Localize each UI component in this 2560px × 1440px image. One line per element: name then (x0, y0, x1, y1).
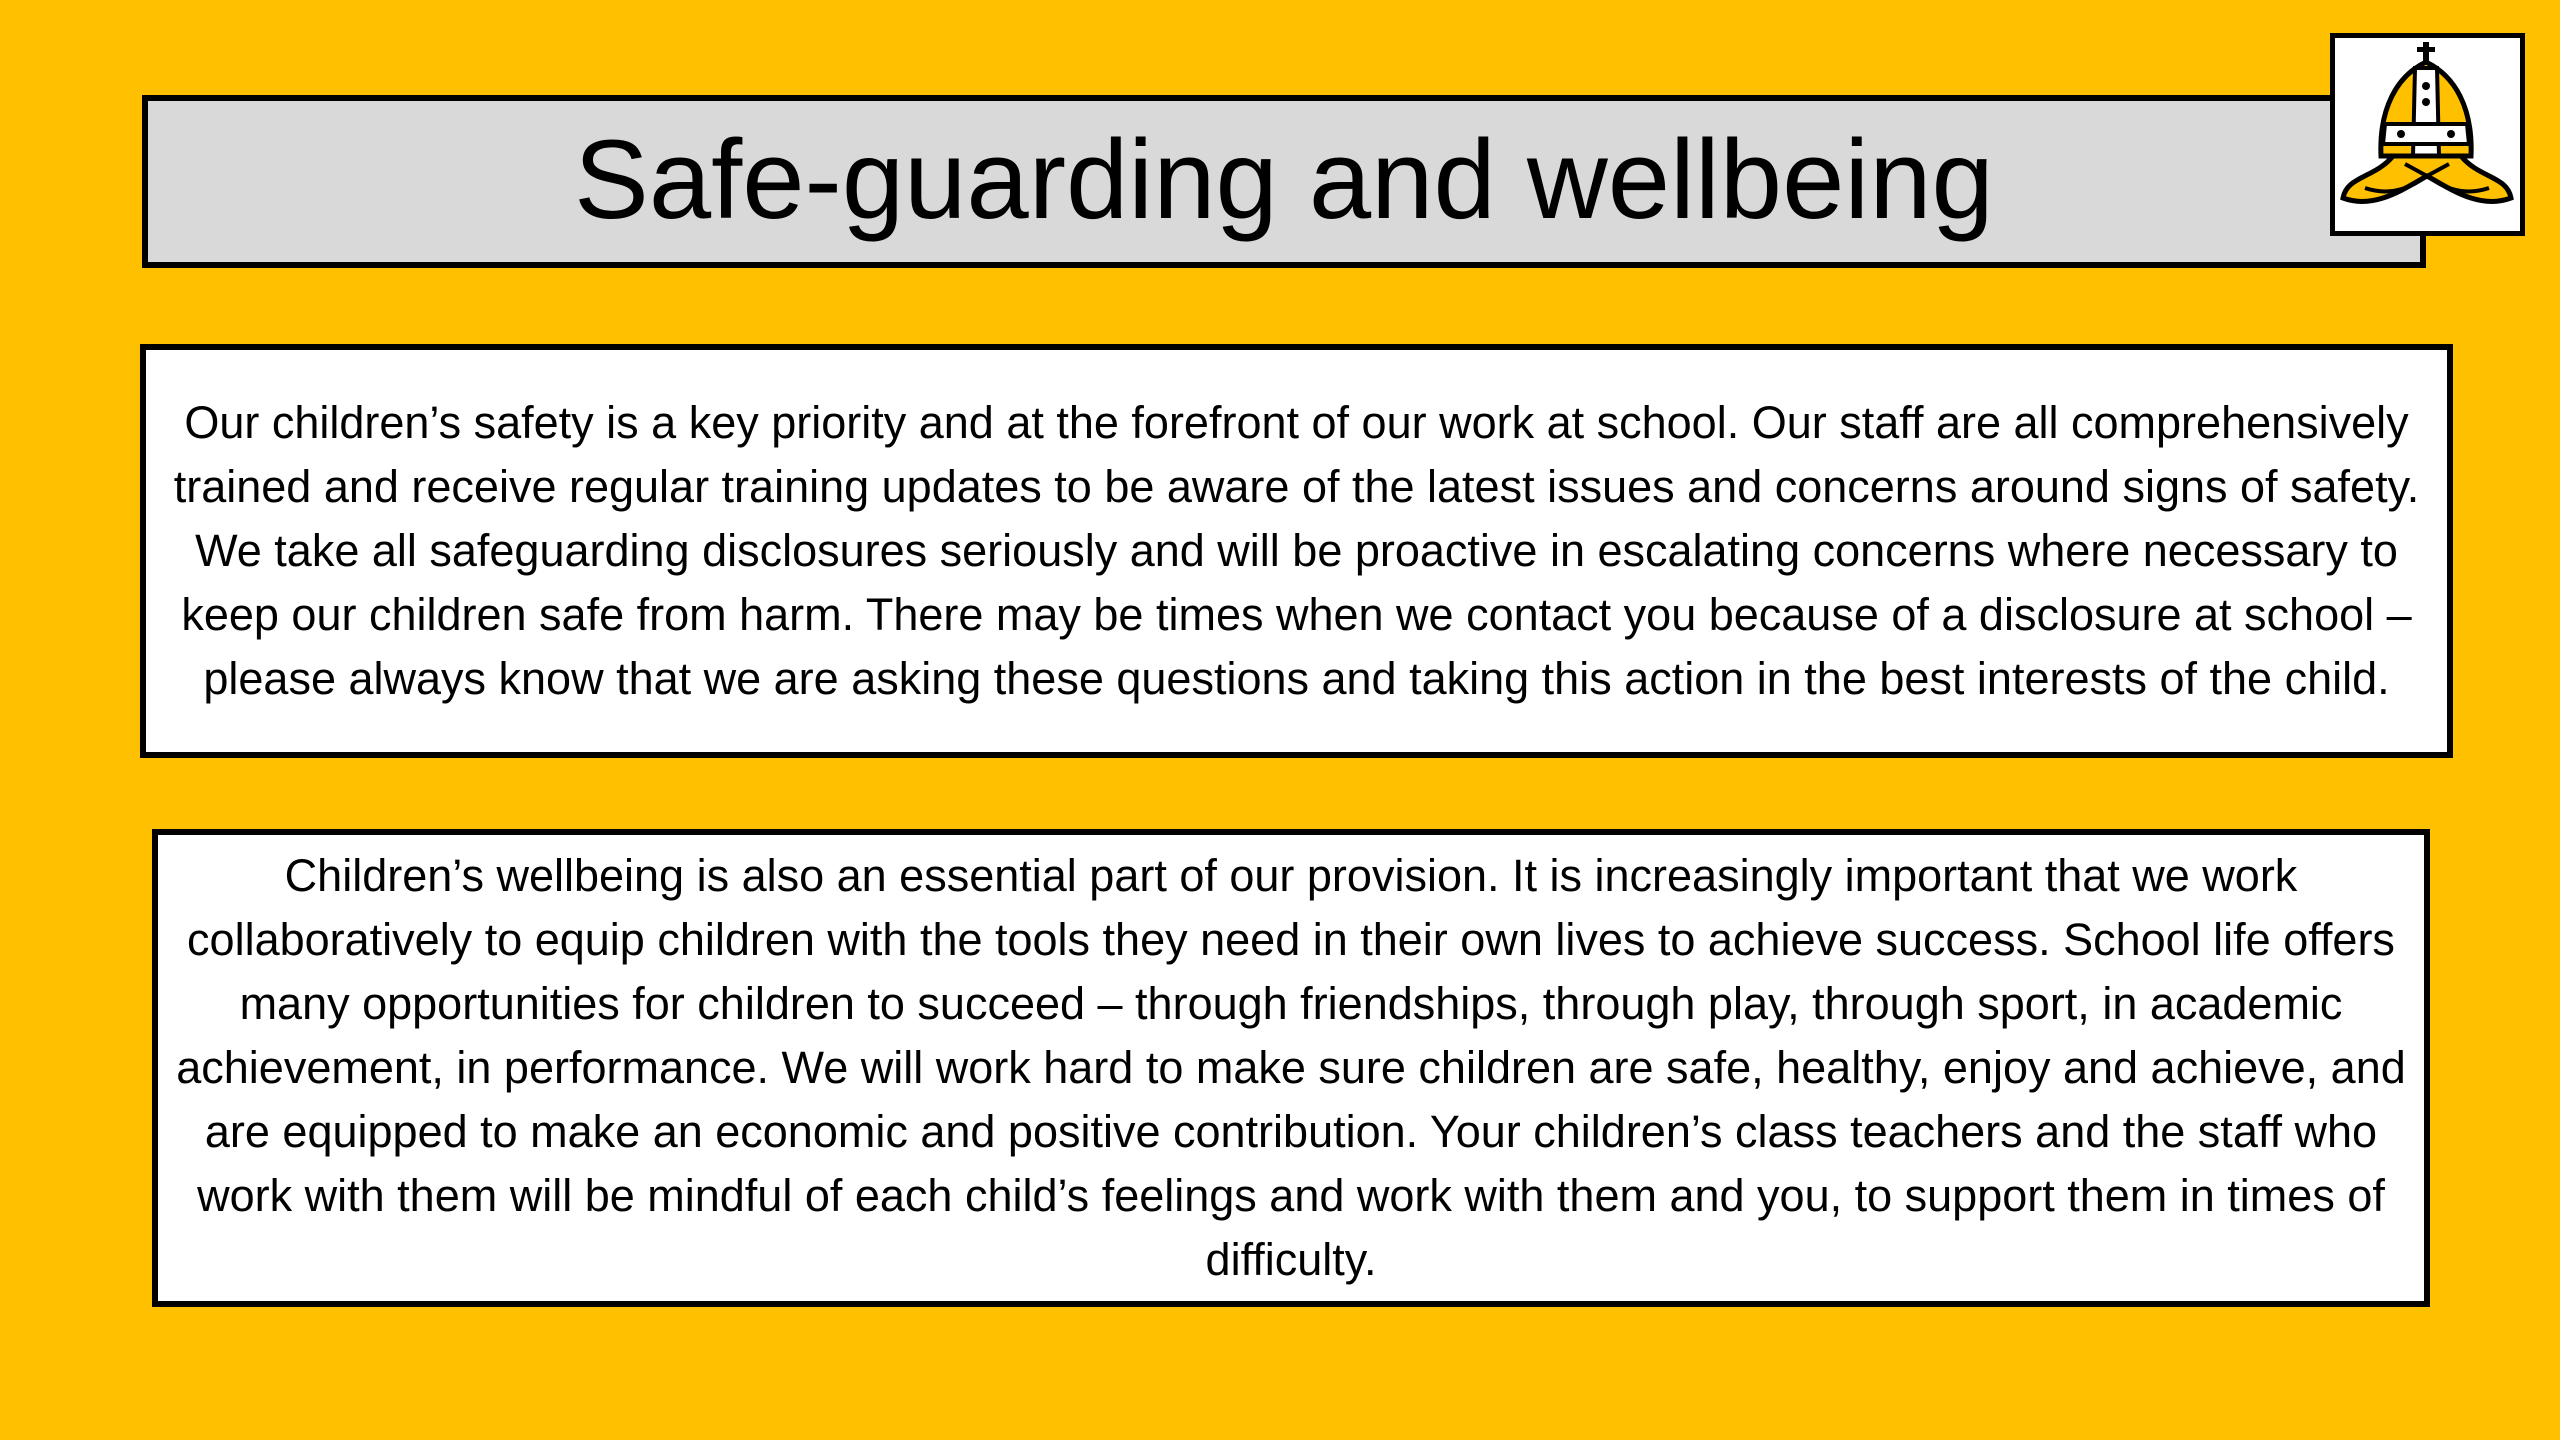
mitre-crest-icon (2335, 38, 2520, 231)
safeguarding-paragraph: Our children’s safety is a key priority and at the forefront of our work at school. Our staff are all comprehensively trained and receive regular training updates to be aware of the latest issues and concerns around signs of safety. We take all safeguarding disclosures seriously and will be proactive in escalating concerns where necessary to keep our children safe from harm. There may be times when we contact you because of a disclosure at school – please always know that we are asking these questions and taking this action in the best interests of the child. (173, 397, 2420, 704)
wellbeing-paragraph: Children’s wellbeing is also an essential part of our provision. It is increasingly important that we work collaboratively to equip children with the tools they need in their own lives to achieve success. School life offers many opportunities for children to succeed – through friendships, through play, through sport, in academic achievement, in performance. We will work hard to make sure children are safe, healthy, enjoy and achieve, and are equipped to make an economic and positive contribution. Your children’s class teachers and the staff who work with them will be mindful of each child’s feelings and work with them and you, to support them in times of difficulty. (176, 850, 2406, 1285)
safeguarding-textbox (140, 344, 2453, 758)
slide-title: Safe-guarding and wellbeing (574, 116, 1994, 242)
wellbeing-textbox (152, 829, 2430, 1307)
school-logo (2330, 33, 2525, 236)
title-banner (142, 95, 2426, 268)
